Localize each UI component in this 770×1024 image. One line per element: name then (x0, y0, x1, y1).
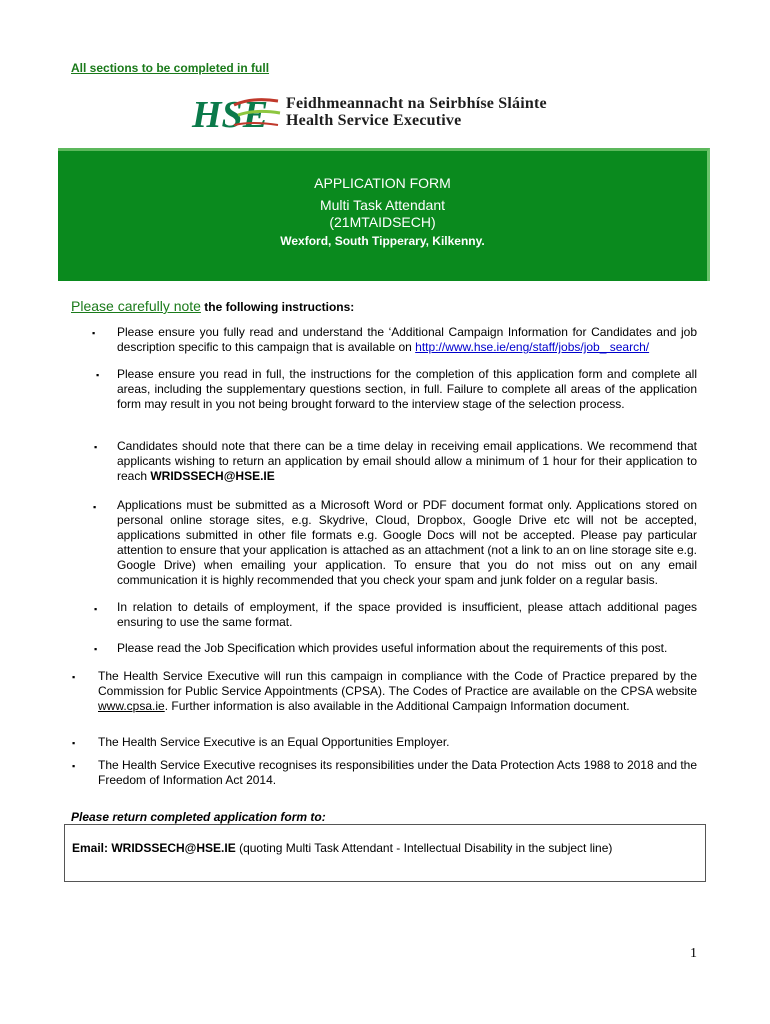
form-title: APPLICATION FORM (314, 175, 451, 191)
bullet-icon: ▪ (72, 738, 76, 748)
instruction-item (117, 600, 697, 630)
bullet-icon: ▪ (94, 604, 98, 614)
bullet-icon: ▪ (93, 502, 97, 512)
instructions-heading-emphasis: Please carefully note (71, 298, 201, 314)
policy-item (98, 735, 697, 750)
hse-logo-letters: HSE (192, 94, 269, 136)
return-email[interactable]: Email: WRIDSSECH@HSE.IE (72, 841, 236, 855)
instruction-text: Please read the Job Specification which provides useful information about the requirements of this post. (117, 641, 668, 655)
instruction-text: Applications must be submitted as a Microsoft Word or PDF document format only. Applications stored on personal online storage sites, e.g. Skydrive, Cloud, Dropbox, Google Drive etc will not be accepted, applications submitted in other file formats e.g. Google Docs will not be accepted. Please pay particular attention to ensure that your application is attached as an attachment (not a link to an on line storage site e.g. Google Drive) when emailing your application. To ensure that you do not miss out on any email communication it is highly recommended that you check your spam and junk folder on a regular basis. (117, 498, 697, 587)
page-number: 1 (690, 946, 697, 961)
instruction-item (117, 641, 697, 656)
hse-logo-mark (190, 93, 286, 137)
instructions-heading (71, 298, 354, 314)
bullet-icon: ▪ (96, 370, 100, 380)
bullet-icon: ▪ (94, 442, 98, 452)
bullet-icon: ▪ (72, 672, 76, 682)
instruction-text: In relation to details of employment, if the space provided is insufficient, please attach additional pages ensuring to use the same format. (117, 600, 697, 629)
return-heading: Please return completed application form to: (71, 810, 326, 824)
cpsa-link[interactable]: www.cpsa.ie (98, 699, 165, 713)
role-title: Multi Task Attendant (319, 197, 446, 213)
instruction-text: Please ensure you fully read and understand the ‘Additional Campaign Information for Candidates and job description specific to this campaign that is available on (117, 325, 697, 354)
bullet-icon: ▪ (72, 761, 76, 771)
policy-text: The Health Service Executive is an Equal Opportunities Employer. (98, 735, 450, 749)
policy-text: The Health Service Executive recognises its responsibilities under the Data Protection Acts 1988 to 2018 and the Freedom of Information Act 2014. (98, 758, 698, 787)
logo-irish-name: Feidhmeannacht na Seirbhíse Sláinte (286, 95, 547, 112)
logo-english-name: Health Service Executive (286, 112, 462, 129)
return-instructions: (quoting Multi Task Attendant - Intellectual Disability in the subject line) (235, 841, 613, 855)
bullet-icon: ▪ (92, 328, 96, 338)
instruction-item (117, 439, 697, 484)
instruction-item (117, 498, 697, 588)
hse-logo (190, 93, 610, 137)
bullet-icon: ▪ (94, 644, 98, 654)
policy-item (98, 758, 697, 788)
policy-item (98, 669, 697, 714)
jobs-link[interactable]: http://www.hse.ie/eng/staff/jobs/job_ search/ (415, 340, 650, 354)
completion-notice: All sections to be completed in full (71, 61, 270, 75)
policy-text: . Further information is also available in the Additional Campaign Information document. (164, 699, 630, 713)
instruction-text: Candidates should note that there can be a time delay in receiving email applications. We recommend that applicants wishing to return an application by email should allow a minimum of 1 hour for their application to reach (117, 439, 697, 483)
campaign-code: (21MTAIDSECH) (329, 214, 436, 230)
locations: Wexford, South Tipperary, Kilkenny. (280, 234, 485, 248)
policy-text: The Health Service Executive will run this campaign in compliance with the Code of Practice prepared by the Commission for Public Service Appointments (CPSA). The Codes of Practice are available on the CPSA website (98, 669, 697, 698)
return-address-box (64, 824, 706, 882)
instruction-item (117, 367, 697, 412)
form-title-banner (58, 148, 710, 281)
application-email: WRIDSSECH@HSE.IE (150, 469, 275, 483)
instructions-heading-rest: the following instructions: (200, 300, 355, 314)
instruction-text: Please ensure you read in full, the instructions for the completion of this application form and complete all areas, including the supplementary questions section, in full. Failure to complete all areas of the application form may result in you not being brought forward to the interview stage of the selection process. (117, 367, 697, 411)
instruction-item (117, 325, 697, 355)
